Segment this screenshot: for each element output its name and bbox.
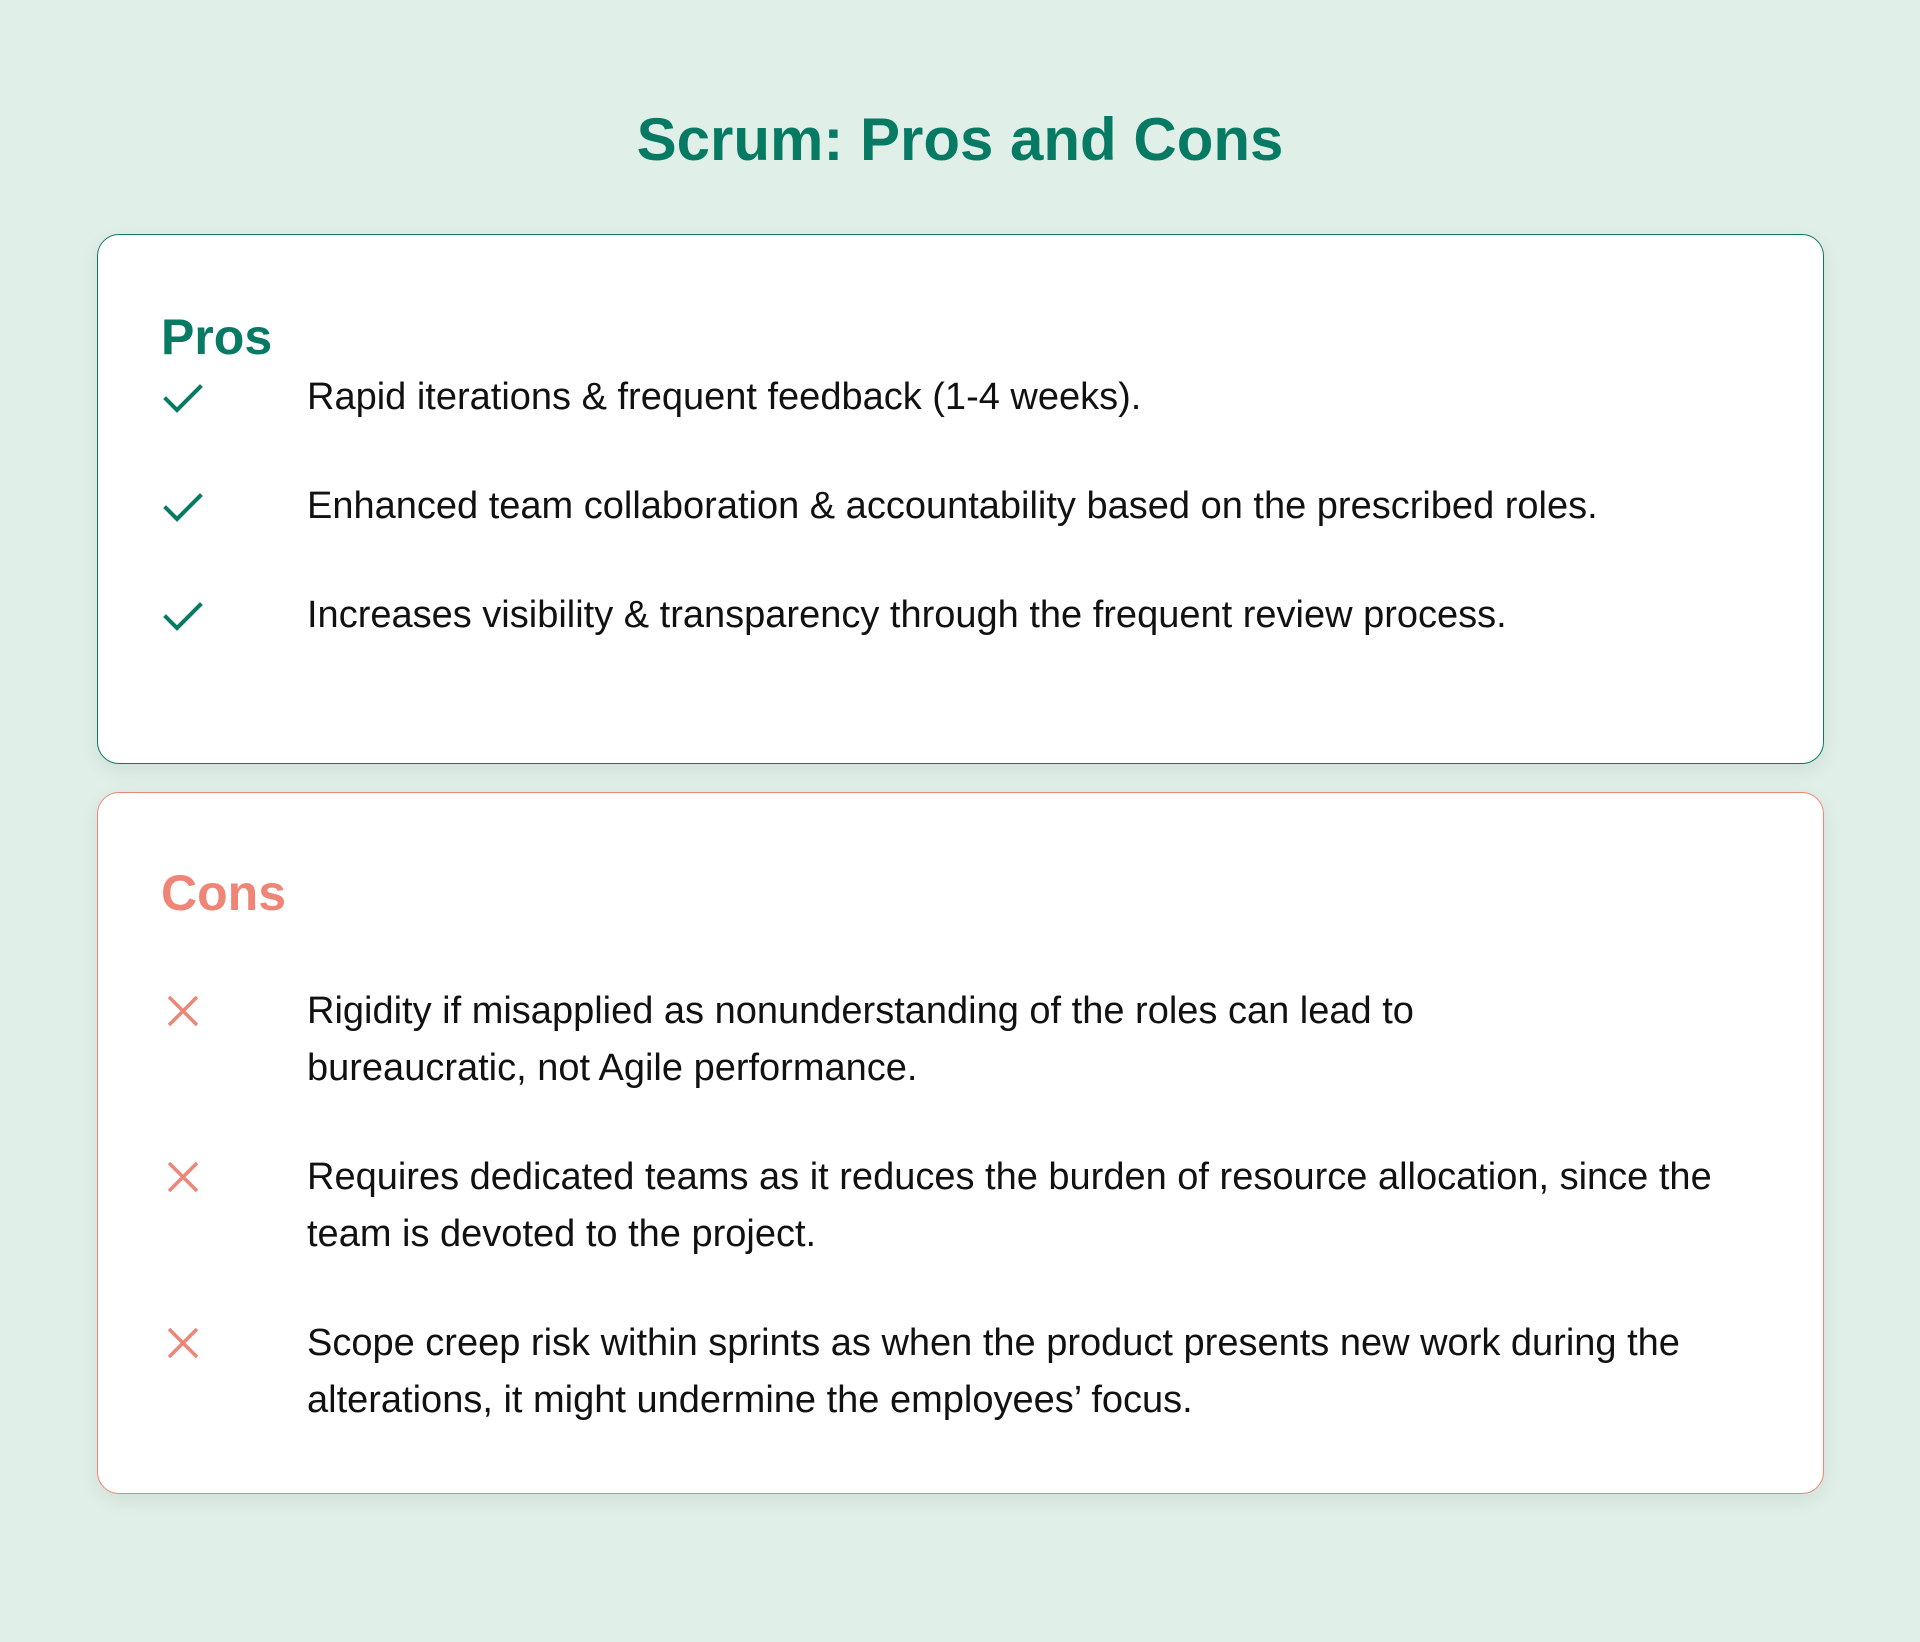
check-icon — [161, 377, 205, 421]
cons-heading: Cons — [161, 865, 286, 921]
check-icon — [161, 595, 205, 639]
cons-item-text: Rigidity if misapplied as nonunderstanding of the roles can lead to bureaucratic, not Agile performance. — [307, 990, 1414, 1089]
x-icon — [161, 1157, 205, 1201]
pros-heading: Pros — [161, 309, 273, 365]
pros-item-text: Increases visibility & transparency through the frequent review process. — [307, 594, 1507, 636]
cons-item-text: Scope creep risk within sprints as when the product presents new work during the alterations, it might undermine the employees’ focus. — [307, 1322, 1680, 1421]
pros-item-text: Rapid iterations & frequent feedback (1-4 weeks). — [307, 376, 1142, 418]
pros-item-text: Enhanced team collaboration & accountability based on the prescribed roles. — [307, 485, 1598, 527]
page-title: Scrum: Pros and Cons — [636, 106, 1284, 173]
cons-item-text: Requires dedicated teams as it reduces the burden of resource allocation, since the team is devoted to the project. — [307, 1156, 1712, 1255]
x-icon — [161, 991, 205, 1035]
check-icon — [161, 486, 205, 530]
x-icon — [161, 1323, 205, 1367]
cons-card — [97, 792, 1824, 1494]
pros-card — [97, 234, 1824, 764]
